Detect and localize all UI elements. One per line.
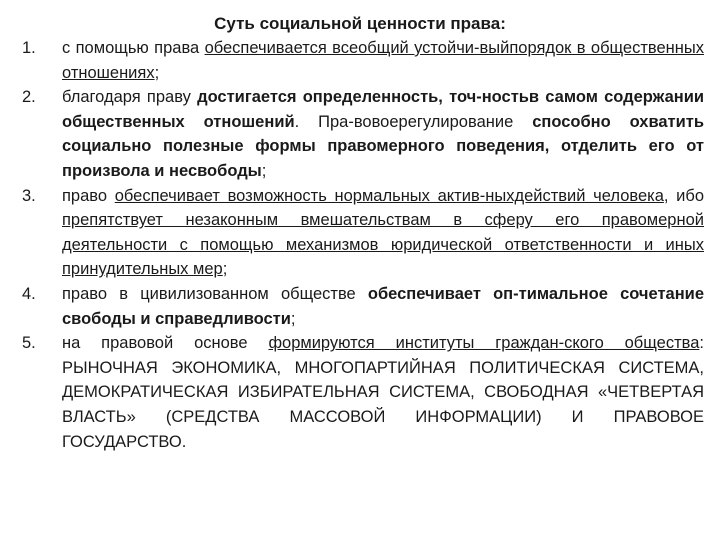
item-number: 4. xyxy=(22,284,36,303)
item-text-underlined: обеспечивает возможность нормальных актив-ныхдействий человека xyxy=(114,186,664,205)
list-item xyxy=(22,331,704,454)
item-text: благодаря праву xyxy=(62,88,198,107)
item-text: ; xyxy=(154,63,160,82)
item-text: с помощью права xyxy=(62,39,205,57)
numbered-list xyxy=(22,36,704,454)
item-text-underlined: формируются институты граждан-ского общества xyxy=(268,334,700,353)
item-text: ; xyxy=(261,161,267,180)
item-number: 1. xyxy=(22,39,36,57)
item-text: на правовой основе xyxy=(62,334,269,353)
item-number: 3. xyxy=(22,186,36,205)
item-text-bold: достигается определенность, точ-ностьв самом содержании общественных отношений xyxy=(62,88,704,131)
item-text: право xyxy=(62,186,115,205)
item-text: . Пра-вовоерегулирование xyxy=(294,112,533,131)
item-text: право в цивилизованном обществе xyxy=(62,284,368,303)
list-item xyxy=(22,184,704,282)
list-item xyxy=(22,282,704,331)
item-text: : РЫНОЧНАЯ ЭКОНОМИКА, МНОГОПАРТИЙНАЯ ПОЛИТИЧЕСКАЯ СИСТЕМА, ДЕМОКРАТИЧЕСКАЯ ИЗБИРАТЕЛЬНАЯ СИСТЕМА, СВОБОДНАЯ «ЧЕТВЕРТАЯ ВЛАСТЬ» (СРЕДСТВА МАССОВОЙ ИНФОРМАЦИИ) И ПРАВОВОЕ ГОСУДАРСТВО. xyxy=(62,334,704,451)
item-text: ; xyxy=(222,260,228,279)
item-text: ; xyxy=(290,309,296,328)
item-text: , ибо xyxy=(663,186,705,205)
item-text-bold: обеспечивает оп-тимальное сочетание свободы и справедливости xyxy=(62,284,704,328)
slide-title: Суть социальной ценности права: xyxy=(214,14,506,33)
item-number: 2. xyxy=(22,88,36,107)
list-item xyxy=(22,85,704,183)
item-text-bold: способно охватить социально полезные формы правомерного поведения, отделить его от произвола и несвободы xyxy=(62,112,705,180)
item-text-underlined: обеспечивается всеобщий устойчи-выйпорядок в общественных отношениях xyxy=(62,39,704,82)
list-item xyxy=(22,36,704,85)
item-number: 5. xyxy=(22,334,36,353)
item-text-underlined: препятствует незаконным вмешательствам в сферу его правомерной деятельности с помощью механизмов юридической ответственности и иных принудительных мер xyxy=(62,211,704,279)
